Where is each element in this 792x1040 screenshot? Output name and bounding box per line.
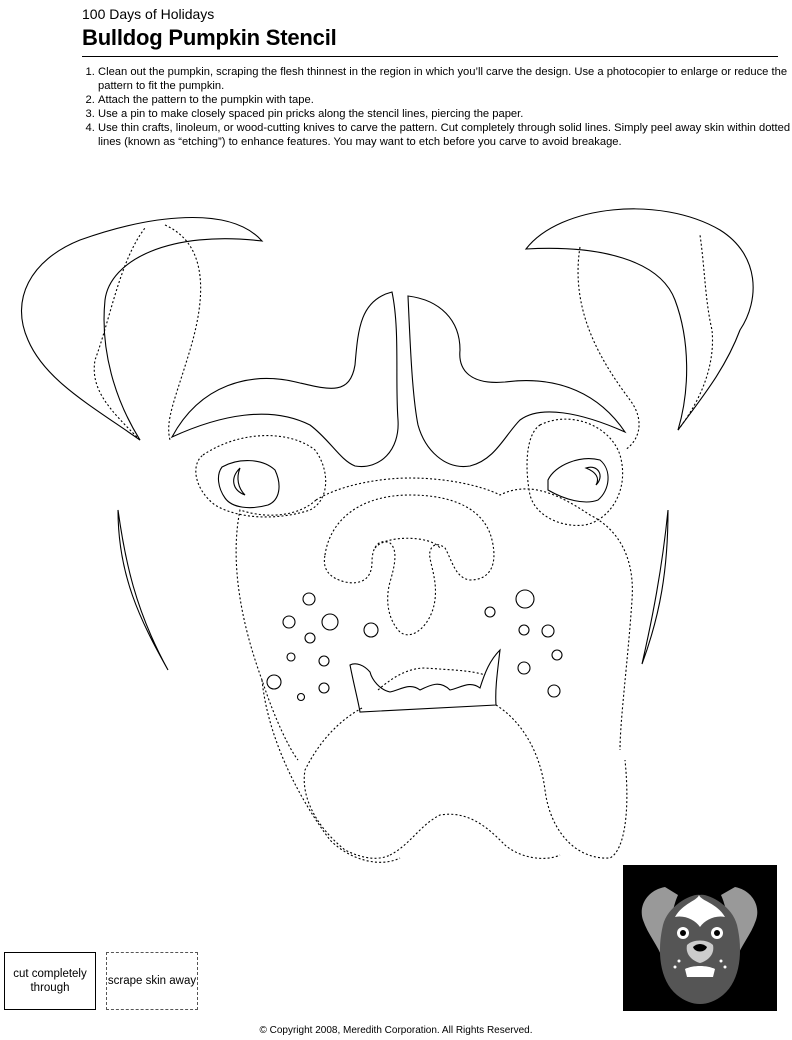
whisker-dot <box>548 685 560 697</box>
whisker-dot <box>485 607 495 617</box>
left-ear-cut <box>21 218 262 440</box>
bulldog-preview-thumbnail <box>623 865 777 1011</box>
instructions-list <box>82 65 792 149</box>
title-rule <box>82 56 778 57</box>
left-pupil-cut <box>234 468 245 495</box>
teeth-etch <box>378 668 485 690</box>
nose-etch <box>375 538 440 548</box>
whisker-dot <box>319 656 329 666</box>
whisker-dot <box>319 683 329 693</box>
bulldog-stencil <box>0 180 792 880</box>
page-title: Bulldog Pumpkin Stencil <box>82 25 337 50</box>
whisker-dot <box>542 625 554 637</box>
left-cheek-cut <box>118 510 168 670</box>
bulldog-preview-icon <box>623 865 777 1011</box>
instruction-step: 3. Use a pin to make closely spaced pin pricks along the stencil lines, piercing the paper. <box>98 107 792 121</box>
whisker-dot <box>283 616 295 628</box>
right-ear-cut <box>526 209 753 430</box>
chin-etch <box>390 814 560 858</box>
left-brow-cut <box>172 292 398 467</box>
whisker-dot <box>303 593 315 605</box>
legend-scrape-skin: scrape skin away <box>106 952 198 1010</box>
instruction-step: 1. Clean out the pumpkin, scraping the flesh thinnest in the region in which you’ll carve the design. Use a photocopier to enlarge or reduce the pattern to fit the pumpkin. <box>98 65 792 93</box>
whisker-dot <box>552 650 562 660</box>
instruction-step: 4. Use thin crafts, linoleum, or wood-cutting knives to carve the pattern. Cut completely through solid lines. Simply peel away skin within dotted lines (known as “etching”) to enhance features. You may want to etch before you carve to avoid breakage. <box>98 121 792 149</box>
whisker-dot <box>364 623 378 637</box>
right-eye-socket-etch <box>527 419 623 525</box>
left-ear-etch <box>94 228 145 440</box>
left-lip-etch <box>262 680 400 862</box>
left-jowl-etch <box>304 708 390 858</box>
whisker-dot <box>519 625 529 635</box>
whisker-dot <box>267 675 281 689</box>
mouth-cut <box>350 650 500 712</box>
copyright-notice: © Copyright 2008, Meredith Corporation. All Rights Reserved. <box>259 1025 533 1036</box>
whisker-dot <box>305 633 315 643</box>
head-left-outline-etch <box>236 500 316 760</box>
right-pupil-cut <box>586 467 600 485</box>
whisker-dot <box>322 614 338 630</box>
left-eye-cut <box>218 461 279 508</box>
head-outline-etch <box>316 478 632 750</box>
right-ear-inner-etch <box>578 247 639 450</box>
right-brow-cut <box>408 296 625 467</box>
instruction-step: 2. Attach the pattern to the pumpkin with tape. <box>98 93 792 107</box>
legend-cut-through: cut completely through <box>4 952 96 1010</box>
muzzle-etch <box>324 495 494 635</box>
left-eye-socket-etch <box>196 436 326 517</box>
whisker-dot <box>287 653 295 661</box>
series-title: 100 Days of Holidays <box>82 6 215 22</box>
left-ear-inner-etch <box>165 225 201 440</box>
whisker-dot <box>516 590 534 608</box>
whisker-dot <box>518 662 530 674</box>
whisker-dot <box>298 694 305 701</box>
right-cheek-cut <box>642 510 668 664</box>
right-jowl-etch <box>496 705 627 858</box>
